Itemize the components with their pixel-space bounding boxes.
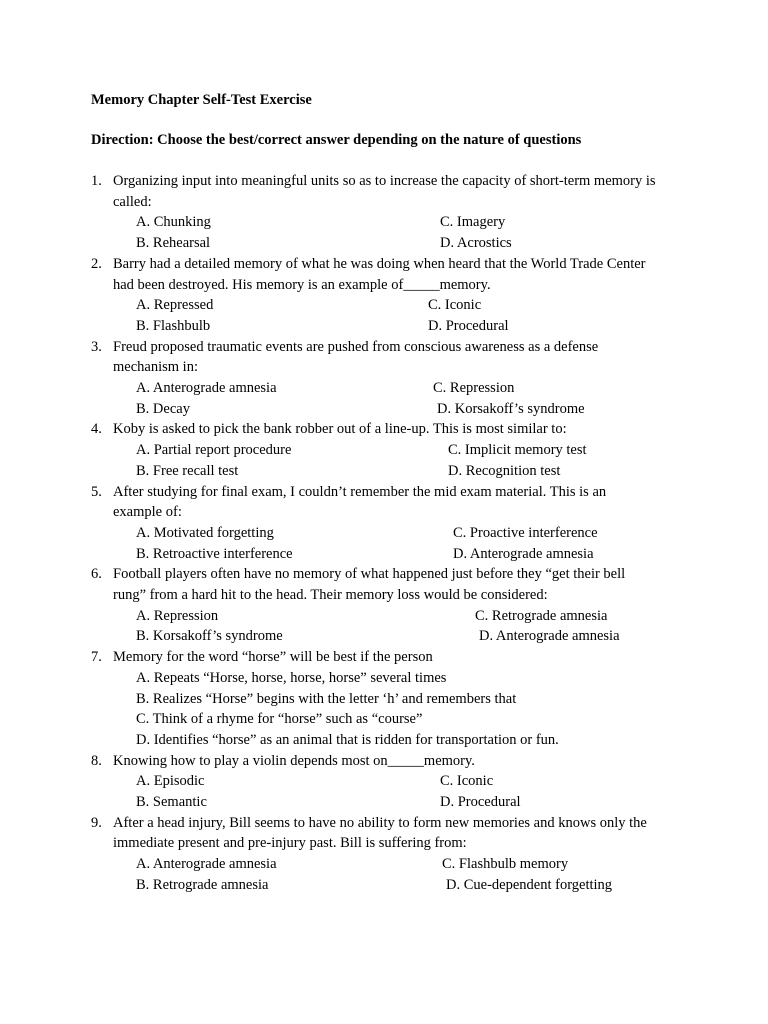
question-text: Freud proposed traumatic events are pushed from conscious awareness as a defense xyxy=(113,338,599,355)
question-text: Barry had a detailed memory of what he was doing when heard that the World Trade Center xyxy=(113,255,646,272)
answer-option: D. Recognition test xyxy=(448,462,561,479)
answer-option: D. Cue-dependent forgetting xyxy=(446,876,613,893)
question-text: Memory for the word “horse” will be best if the person xyxy=(113,649,433,666)
answer-option: A. Chunking xyxy=(136,214,211,231)
question-number: 8. xyxy=(91,752,102,769)
question-text: After a head injury, Bill seems to have no ability to form new memories and knows only the xyxy=(113,814,647,831)
question-text: Koby is asked to pick the bank robber out of a line-up. This is most similar to: xyxy=(113,421,567,438)
answer-option: B. Flashbulb xyxy=(136,317,211,334)
answer-option: A. Repeats “Horse, horse, horse, horse” several times xyxy=(136,669,447,686)
answer-option: C. Think of a rhyme for “horse” such as “course” xyxy=(136,711,423,728)
question-text: Football players often have no memory of what happened just before they “get their bell xyxy=(113,566,626,583)
answer-option: C. Imagery xyxy=(440,214,506,231)
direction-text: Direction: Choose the best/correct answer depending on the nature of questions xyxy=(91,132,582,148)
answer-option: A. Repressed xyxy=(136,297,214,314)
question-number: 3. xyxy=(91,338,102,355)
answer-option: A. Anterograde amnesia xyxy=(136,380,277,396)
answer-option: D. Acrostics xyxy=(440,235,512,252)
question-text: After studying for final exam, I couldn’t remember the mid exam material. This is an xyxy=(113,483,607,500)
question-number: 7. xyxy=(91,649,102,666)
question-number: 6. xyxy=(91,566,102,583)
answer-option: A. Motivated forgetting xyxy=(136,524,274,541)
answer-option: A. Episodic xyxy=(136,773,205,790)
question-text: mechanism in: xyxy=(113,359,198,376)
answer-option: A. Partial report procedure xyxy=(136,442,292,459)
answer-option: B. Semantic xyxy=(136,794,207,810)
question-text: Knowing how to play a violin depends most on_____memory. xyxy=(113,752,475,769)
answer-option: C. Iconic xyxy=(440,773,494,790)
answer-option: B. Retrograde amnesia xyxy=(136,876,269,893)
answer-option: D. Korsakoff’s syndrome xyxy=(437,400,585,417)
answer-option: C. Implicit memory test xyxy=(448,442,587,459)
answer-option: B. Rehearsal xyxy=(136,235,211,252)
question-text: had been destroyed. His memory is an example of_____memory. xyxy=(113,276,491,293)
question-text: called: xyxy=(113,193,152,210)
answer-option: C. Retrograde amnesia xyxy=(475,607,608,624)
answer-option: D. Procedural xyxy=(440,794,521,810)
answer-option: C. Iconic xyxy=(428,297,482,314)
question-text: Organizing input into meaningful units so as to increase the capacity of short-term memory is xyxy=(113,173,656,189)
question-number: 4. xyxy=(91,421,102,438)
answer-option: D. Identifies “horse” as an animal that is ridden for transportation or fun. xyxy=(136,731,559,748)
answer-option: D. Procedural xyxy=(428,317,509,334)
question-number: 5. xyxy=(91,483,102,500)
answer-option: B. Realizes “Horse” begins with the letter ‘h’ and remembers that xyxy=(136,690,517,707)
question-text: rung” from a hard hit to the head. Their memory loss would be considered: xyxy=(113,587,548,603)
answer-option: B. Decay xyxy=(136,400,190,417)
answer-option: B. Korsakoff’s syndrome xyxy=(136,628,283,645)
question-number: 1. xyxy=(91,173,102,189)
answer-option: C. Flashbulb memory xyxy=(442,856,569,873)
answer-option: C. Proactive interference xyxy=(453,524,598,541)
answer-option: D. Anterograde amnesia xyxy=(453,545,594,562)
question-text: example of: xyxy=(113,504,182,521)
question-number: 9. xyxy=(91,814,102,831)
question-text: immediate present and pre-injury past. Bill is suffering from: xyxy=(113,835,467,852)
answer-option: D. Anterograde amnesia xyxy=(479,628,620,645)
question-number: 2. xyxy=(91,255,102,272)
answer-option: C. Repression xyxy=(433,380,515,396)
answer-option: A. Anterograde amnesia xyxy=(136,856,277,873)
answer-option: B. Retroactive interference xyxy=(136,545,293,562)
answer-option: A. Repression xyxy=(136,607,219,624)
document-title: Memory Chapter Self-Test Exercise xyxy=(91,92,312,108)
answer-option: B. Free recall test xyxy=(136,462,239,479)
